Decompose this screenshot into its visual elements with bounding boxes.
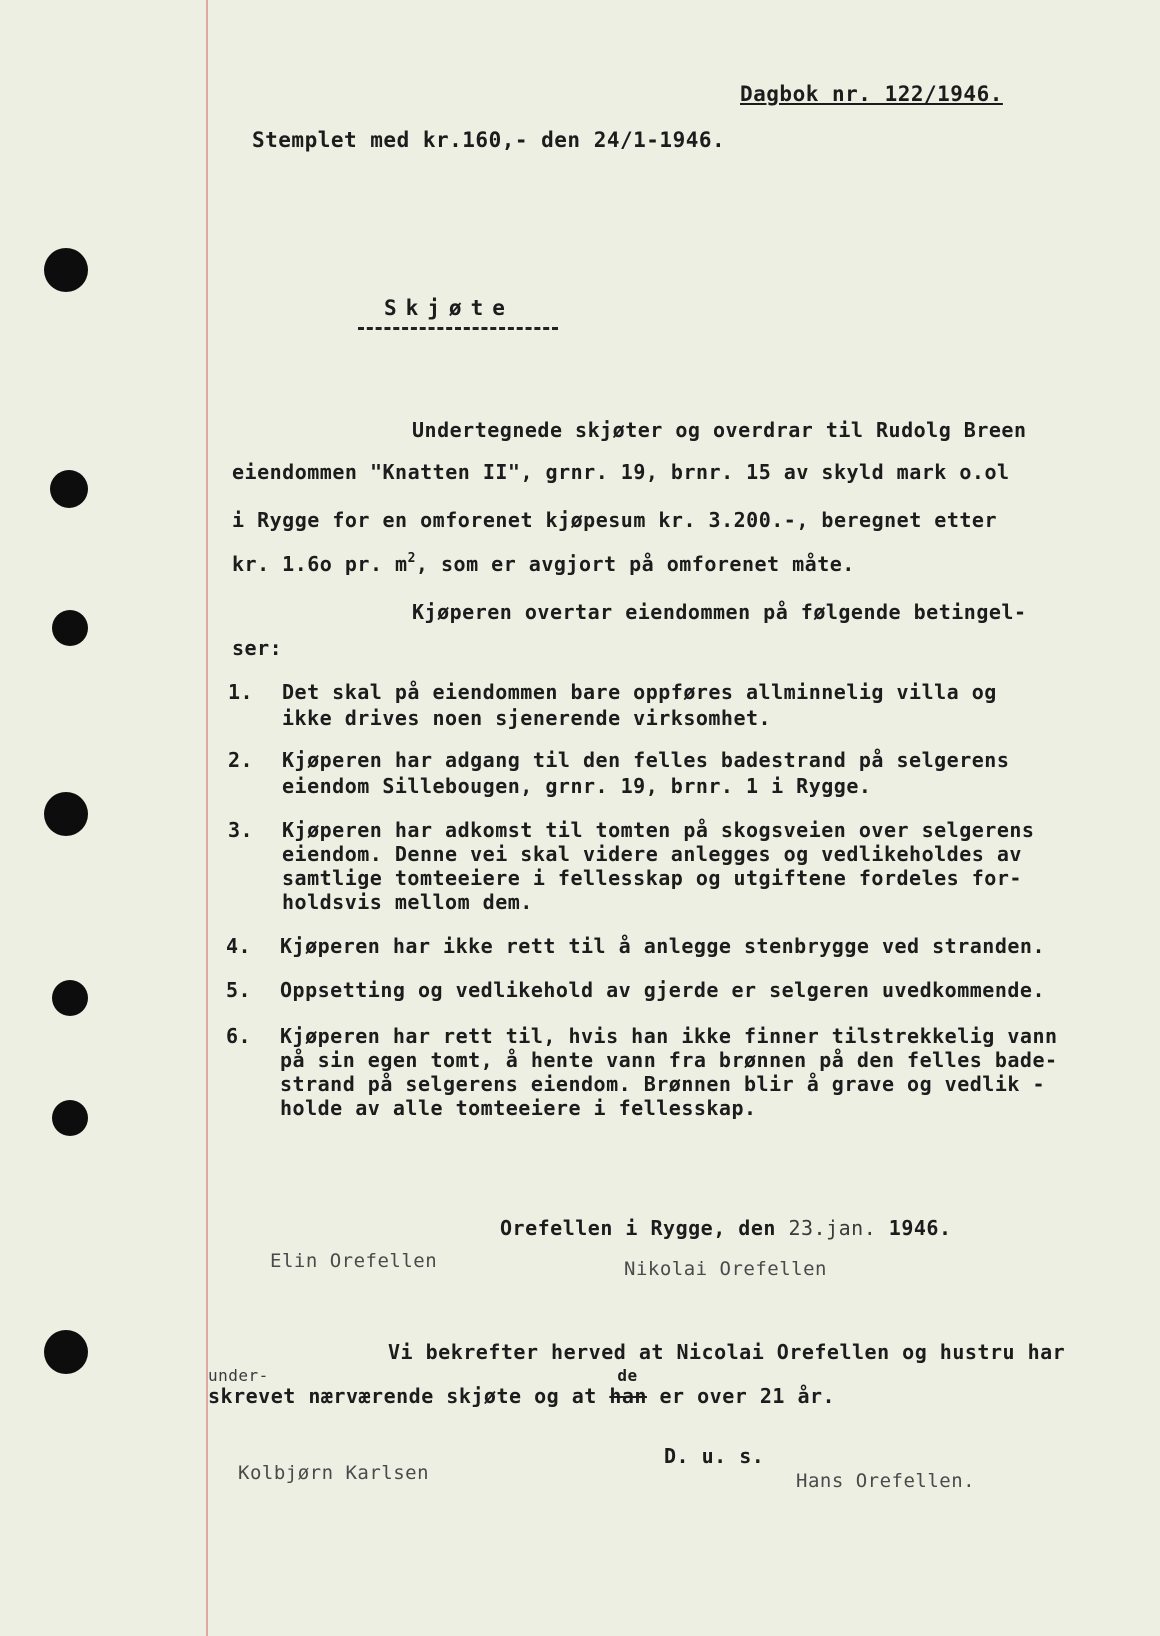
condition-line: Kjøperen har ikke rett til å anlegge stenbrygge ved stranden.: [280, 934, 1046, 958]
condition-number: 5.: [226, 978, 252, 1002]
condition-line: Kjøperen har rett til, hvis han ikke finner tilstrekkelig vann: [280, 1024, 1058, 1048]
punch-hole-icon: [44, 1330, 88, 1374]
place-date: Orefellen i Rygge, den 23.jan. 1946.: [500, 1216, 952, 1240]
stamp-note: Stemplet med kr.160,- den 24/1-1946.: [252, 128, 726, 152]
witness-line: skrevet nærværende skjøte og at de han er over 21 år.: [208, 1366, 836, 1408]
document-title: Skjøte: [384, 296, 514, 320]
condition-line: Kjøperen har adgang til den felles badestrand på selgerens: [282, 748, 1010, 772]
dagbok-number: Dagbok nr. 122/1946.: [740, 82, 1003, 106]
witness-line: Vi bekrefter herved at Nicolai Orefellen og hustru har: [388, 1340, 1066, 1364]
body-line: Undertegnede skjøter og overdrar til Rudolg Breen: [412, 418, 1027, 442]
condition-line: holdsvis mellom dem.: [282, 890, 533, 914]
punch-hole-icon: [52, 1100, 88, 1136]
condition-line: ikke drives noen sjenerende virksomhet.: [282, 706, 772, 730]
punch-hole-icon: [50, 470, 88, 508]
punch-hole-icon: [52, 610, 88, 646]
witness-margin-note: under-: [208, 1366, 269, 1385]
body-line: kr. 1.6o pr. $m^2$, som er avgjort på omforenet måte.: [232, 551, 855, 576]
condition-line: holde av alle tomteeiere i fellesskap.: [280, 1096, 757, 1120]
condition-number: 3.: [228, 818, 254, 842]
condition-line: Oppsetting og vedlikehold av gjerde er selgeren uvedkommende.: [280, 978, 1046, 1002]
signature-kolbjorn: Kolbjørn Karlsen: [238, 1462, 430, 1484]
title-underline: [358, 327, 558, 330]
punch-hole-icon: [44, 248, 88, 292]
condition-line: eiendom Sillebougen, grnr. 19, brnr. 1 i Rygge.: [282, 774, 872, 798]
body-line: ser:: [232, 636, 283, 660]
signature-nikolai: Nikolai Orefellen: [624, 1258, 827, 1280]
punch-hole-icon: [52, 980, 88, 1016]
condition-number: 4.: [226, 934, 252, 958]
condition-number: 2.: [228, 748, 254, 772]
punch-hole-icon: [44, 792, 88, 836]
condition-line: samtlige tomteeiere i fellesskap og utgiftene fordeles for-: [282, 866, 1022, 890]
signature-elin: Elin Orefellen: [270, 1250, 438, 1272]
signature-hans: Hans Orefellen.: [796, 1470, 976, 1492]
body-line: eiendommen "Knatten II", grnr. 19, brnr. 15 av skyld mark o.ol: [232, 460, 1010, 484]
condition-line: på sin egen tomt, å hente vann fra brønnen på den felles bade-: [280, 1048, 1058, 1072]
body-line: i Rygge for en omforenet kjøpesum kr. 3.200.-, beregnet etter: [232, 508, 998, 532]
condition-line: Det skal på eiendommen bare oppføres allminnelig villa og: [282, 680, 997, 704]
condition-line: Kjøperen har adkomst til tomten på skogsveien over selgerens: [282, 818, 1035, 842]
body-line: Kjøperen overtar eiendommen på følgende betingel-: [412, 600, 1027, 624]
condition-number: 6.: [226, 1024, 252, 1048]
dus-abbreviation: D. u. s.: [664, 1444, 765, 1468]
condition-line: strand på selgerens eiendom. Brønnen blir å grave og vedlik -: [280, 1072, 1046, 1096]
condition-number: 1.: [228, 680, 254, 704]
condition-line: eiendom. Denne vei skal videre anlegges og vedlikeholdes av: [282, 842, 1022, 866]
